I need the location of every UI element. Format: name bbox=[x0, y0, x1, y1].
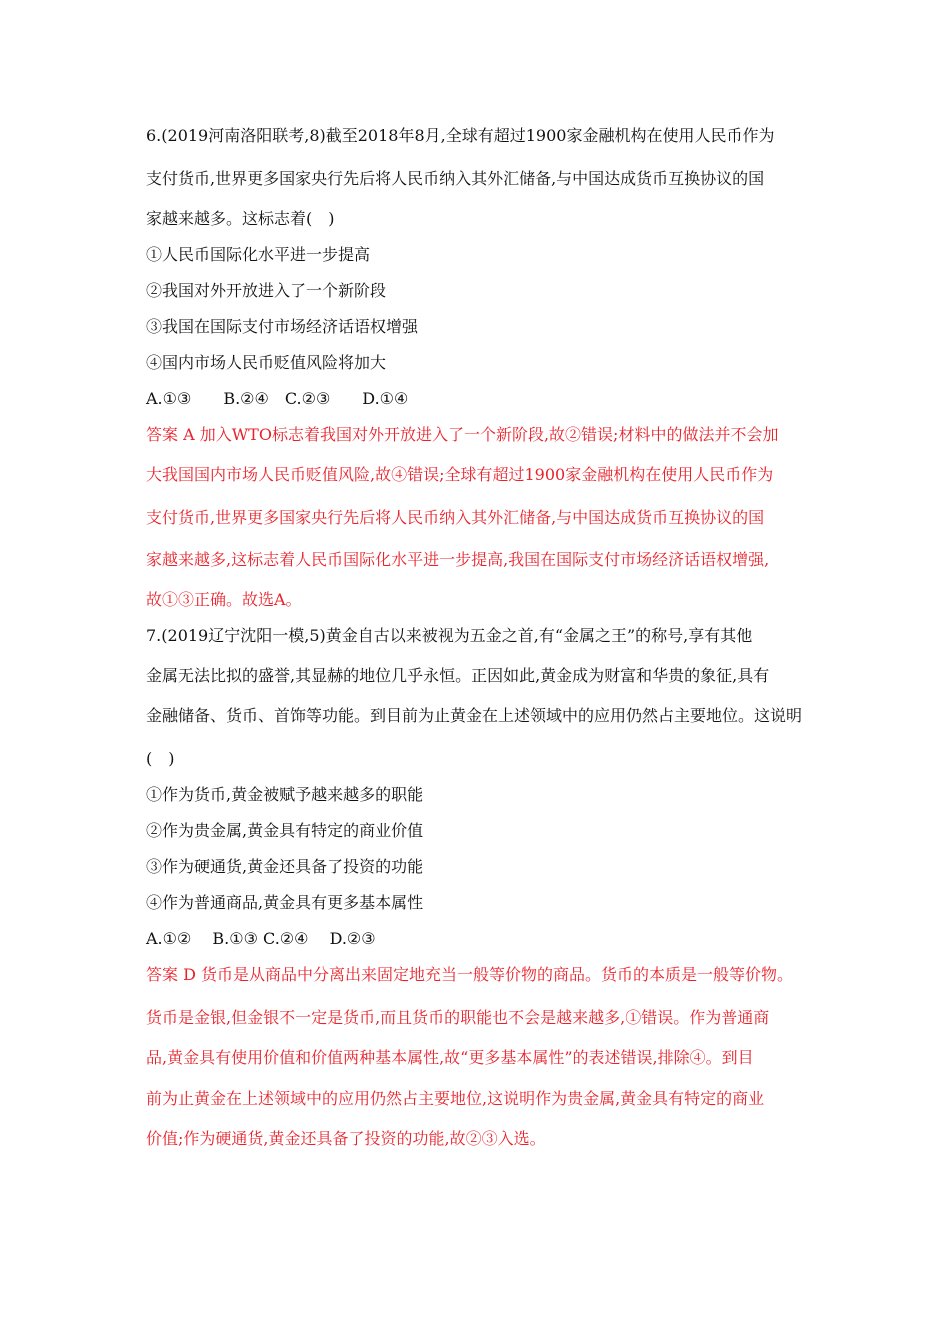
q7-stem-line-3: 金融储备、货币、首饰等功能。到目前为止黄金在上述领域中的应用仍然占主要地位。这说明 bbox=[146, 706, 803, 725]
q6-answer-line-4: 家越来越多,这标志着人民币国际化水平进一步提高,我国在国际支付市场经济话语权增强, bbox=[146, 550, 770, 569]
q7-answer-line-5: 价值;作为硬通货,黄金还具备了投资的功能,故②③入选。 bbox=[146, 1129, 546, 1148]
q6-option-3: ③我国在国际支付市场经济话语权增强 bbox=[146, 317, 419, 336]
q7-stem-line-4: ( ) bbox=[146, 749, 175, 768]
q7-answer-line-4: 前为止黄金在上述领域中的应用仍然占主要地位,这说明作为贵金属,黄金具有特定的商业 bbox=[146, 1089, 765, 1108]
q7-option-1: ①作为货币,黄金被赋予越来越多的职能 bbox=[146, 785, 424, 804]
q7-option-4: ④作为普通商品,黄金具有更多基本属性 bbox=[146, 893, 424, 912]
q7-answer-line-3: 品,黄金具有使用价值和价值两种基本属性,故“更多基本属性”的表述错误,排除④。到目 bbox=[146, 1048, 754, 1067]
q6-stem-line-2: 支付货币,世界更多国家央行先后将人民币纳入其外汇储备,与中国达成货币互换协议的国 bbox=[146, 169, 765, 188]
q7-option-2: ②作为贵金属,黄金具有特定的商业价值 bbox=[146, 821, 424, 840]
q7-option-3: ③作为硬通货,黄金还具备了投资的功能 bbox=[146, 857, 424, 876]
q6-stem-line-1: 6.(2019河南洛阳联考,8)截至2018年8月,全球有超过1900家金融机构在使用人民币作为 bbox=[146, 126, 775, 145]
q6-answer-line-5: 故①③正确。故选A。 bbox=[146, 590, 302, 609]
q7-stem-line-1: 7.(2019辽宁沈阳一模,5)黄金自古以来被视为五金之首,有“金属之王”的称号,享有其他 bbox=[146, 626, 753, 645]
q6-answer-line-1: 答案 A 加入WTO标志着我国对外开放进入了一个新阶段,故②错误;材料中的做法并不会加 bbox=[146, 425, 779, 444]
q7-answer-line-1: 答案 D 货币是从商品中分离出来固定地充当一般等价物的商品。货币的本质是一般等价物。 bbox=[146, 965, 794, 984]
q6-option-4: ④国内市场人民币贬值风险将加大 bbox=[146, 353, 387, 372]
q6-option-2: ②我国对外开放进入了一个新阶段 bbox=[146, 281, 387, 300]
q6-answer-line-3: 支付货币,世界更多国家央行先后将人民币纳入其外汇储备,与中国达成货币互换协议的国 bbox=[146, 508, 765, 527]
q7-answer-line-2: 货币是金银,但金银不一定是货币,而且货币的职能也不会是越来越多,①错误。作为普通商 bbox=[146, 1008, 770, 1027]
q6-stem-line-3: 家越来越多。这标志着( ) bbox=[146, 209, 335, 228]
q6-answer-line-2: 大我国国内市场人民币贬值风险,故④错误;全球有超过1900家金融机构在使用人民币作为 bbox=[146, 465, 774, 484]
q6-option-1: ①人民币国际化水平进一步提高 bbox=[146, 245, 371, 264]
q6-choices: A.①③ B.②④ C.②③ D.①④ bbox=[146, 389, 409, 408]
q7-choices: A.①② B.①③ C.②④ D.②③ bbox=[146, 929, 376, 948]
q7-stem-line-2: 金属无法比拟的盛誉,其显赫的地位几乎永恒。正因如此,黄金成为财富和华贵的象征,具有 bbox=[146, 666, 770, 685]
